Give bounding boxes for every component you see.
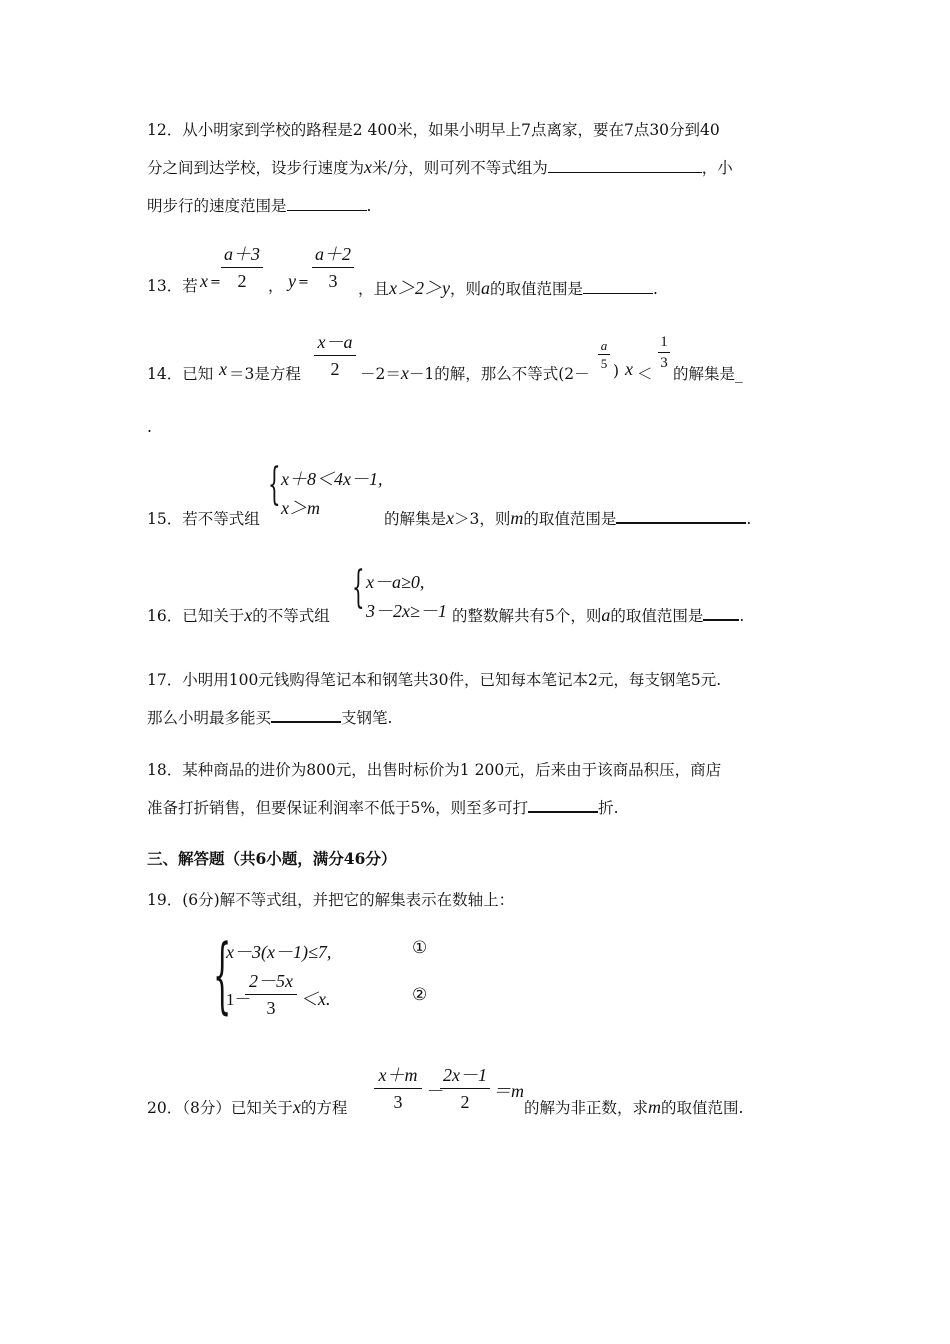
answer-blank[interactable] (528, 811, 598, 813)
answer-blank[interactable] (548, 172, 702, 173)
q16-prefix-text: 16．已知关于 (147, 607, 245, 625)
system-eq1: x＋8＜4x－1, (281, 469, 383, 489)
q15-end: . (746, 510, 752, 528)
section-heading: 三、解答题（共6小题，满分46分） (147, 849, 397, 868)
q15-mid: 的解集是 (384, 510, 447, 528)
fraction (312, 243, 354, 292)
circled-one: ① (412, 938, 428, 958)
numerator: a＋3 (224, 244, 260, 264)
fraction (598, 338, 610, 371)
equals-sign: = (298, 275, 309, 290)
q20-tail1: 的解为非正数，求 (524, 1099, 649, 1117)
denominator: 3 (328, 271, 338, 291)
denominator: 2 (330, 359, 340, 379)
q12-line2 (147, 156, 733, 178)
fraction (314, 331, 356, 380)
q15-rest (384, 507, 751, 529)
q14-prefix: 14．已知 (147, 365, 214, 383)
q16-mid: 的不等式组 (252, 607, 330, 625)
inequality: x＞2＞y (389, 278, 450, 298)
q18-text-b: 折. (598, 799, 619, 817)
denominator: 2 (460, 1092, 470, 1112)
numerator: x－a (317, 332, 353, 352)
answer-blank[interactable] (583, 293, 653, 294)
q16-tail1: 的整数解共有5个，则 (452, 607, 602, 625)
q12-text-d: 明步行的速度范围是 (147, 197, 287, 215)
var-a: a (481, 278, 491, 298)
answer-blank[interactable] (616, 522, 746, 524)
q18-text-a: 准备打折销售，但要保证利润率不低于5%，则至多可打 (147, 799, 529, 817)
q12-text-e: . (366, 197, 372, 215)
q13-mid: ，且 (358, 280, 390, 298)
q14-period: . (147, 418, 152, 436)
q20-prefix-text: 20．（8分）已知关于 (147, 1099, 293, 1117)
q14-eq3: ＝3是方程 (229, 365, 301, 383)
system-eq2: 3－2x≥－1 (366, 601, 447, 621)
equals-m: ＝m (493, 1081, 524, 1101)
q15-prefix: 15．若不等式组 (147, 510, 260, 528)
q18-line1: 18．某种商品的进价为800元，出售时标价为1 200元，后来由于该商品积压，商店 (147, 761, 722, 779)
numerator: a＋2 (315, 244, 351, 264)
q16-end: . (739, 607, 745, 625)
denominator: 3 (266, 998, 276, 1018)
denominator: 2 (237, 271, 247, 291)
circled-two: ② (412, 985, 428, 1005)
denominator: 3 (393, 1092, 403, 1112)
q15-gt3: ＞3，则 (454, 510, 511, 528)
q16-tail2: 的取值范围是 (610, 607, 704, 625)
fraction (221, 243, 263, 292)
fraction (374, 1064, 422, 1113)
q16-rest (452, 604, 744, 626)
var-x: x (400, 363, 409, 383)
left-brace: { (352, 562, 365, 613)
system-eq2: x＞m (281, 498, 320, 518)
answer-blank[interactable] (703, 619, 739, 621)
answer-blank[interactable] (287, 210, 367, 211)
eq2-lead: 1－ (226, 990, 252, 1009)
answer-blank[interactable] (271, 721, 341, 723)
q20-prefix (147, 1096, 347, 1118)
denominator: 5 (600, 356, 608, 371)
minus-sign: － (425, 1081, 443, 1101)
q17-line2 (147, 706, 392, 728)
eq2-tail: ＜x. (300, 989, 331, 1009)
q18-line2 (147, 796, 619, 818)
var-x: x (200, 271, 208, 291)
q14-mid2: －1的解，那么不等式(2－ (408, 365, 590, 383)
var-m: m (648, 1097, 662, 1117)
system-eq1: x－a≥0, (366, 572, 425, 592)
left-brace: { (213, 928, 232, 1023)
var-y: y (288, 271, 296, 291)
numerator: x＋m (378, 1065, 418, 1085)
q17-text-a: 那么小明最多能买 (147, 709, 272, 727)
numerator: 2－5x (249, 971, 293, 991)
numerator: a (600, 338, 608, 353)
fraction (658, 333, 670, 372)
q13-then: ，则 (450, 280, 482, 298)
q13-end: . (653, 280, 658, 298)
q14-mid (360, 362, 590, 384)
var-x: x (292, 1097, 301, 1117)
var-x: x (446, 508, 455, 528)
var-a: a (601, 605, 611, 625)
system-eq1: x－3(x－1)≤7, (226, 942, 332, 962)
q15-tail: 的取值范围是 (523, 510, 617, 528)
q12-text-c: ，小 (701, 159, 733, 177)
q20-rest (524, 1096, 743, 1118)
q14-mid-text: －2＝ (360, 365, 401, 383)
q13-rest (358, 274, 658, 300)
q14-tail: 的解集是_ (673, 365, 743, 383)
var-x: x (244, 605, 253, 625)
equals-sign: = (210, 275, 221, 290)
less-than: ＜ (637, 365, 653, 383)
q19-text: 19．(6分)解不等式组，并把它的解集表示在数轴上： (147, 891, 515, 909)
left-brace: { (268, 459, 281, 510)
var-m: m (510, 508, 524, 528)
q12-line1: 12．从小明家到学校的路程是2 400米，如果小明早上7点离家，要在7点30分到40 (147, 121, 720, 139)
comma: ， (268, 277, 284, 295)
fraction (440, 1064, 490, 1113)
q12-line3 (147, 194, 371, 216)
numerator: 2x－1 (443, 1065, 487, 1085)
var-x: x (364, 157, 373, 177)
numerator: 1 (660, 334, 668, 350)
q16-prefix (147, 604, 330, 626)
denominator: 3 (660, 355, 668, 371)
q12-text-a: 分之间到达学校，设步行速度为 (147, 159, 365, 177)
q20-mid: 的方程 (300, 1099, 348, 1117)
q20-tail2: 的取值范围. (661, 1099, 744, 1117)
q13-tail: 的取值范围是 (490, 280, 584, 298)
q17-text-b: 支钢笔. (341, 709, 393, 727)
var-x: x (219, 359, 227, 379)
q17-line1: 17．小明用100元钱购得笔记本和钢笔共30件，已知每本笔记本2元，每支钢笔5元. (147, 671, 722, 689)
var-x: x (625, 359, 633, 379)
fraction (245, 970, 297, 1019)
q13-prefix: 13．若 (147, 277, 198, 295)
q12-text-b: 米/分，则可列不等式组为 (372, 159, 548, 177)
q14-close: ) (613, 362, 620, 380)
